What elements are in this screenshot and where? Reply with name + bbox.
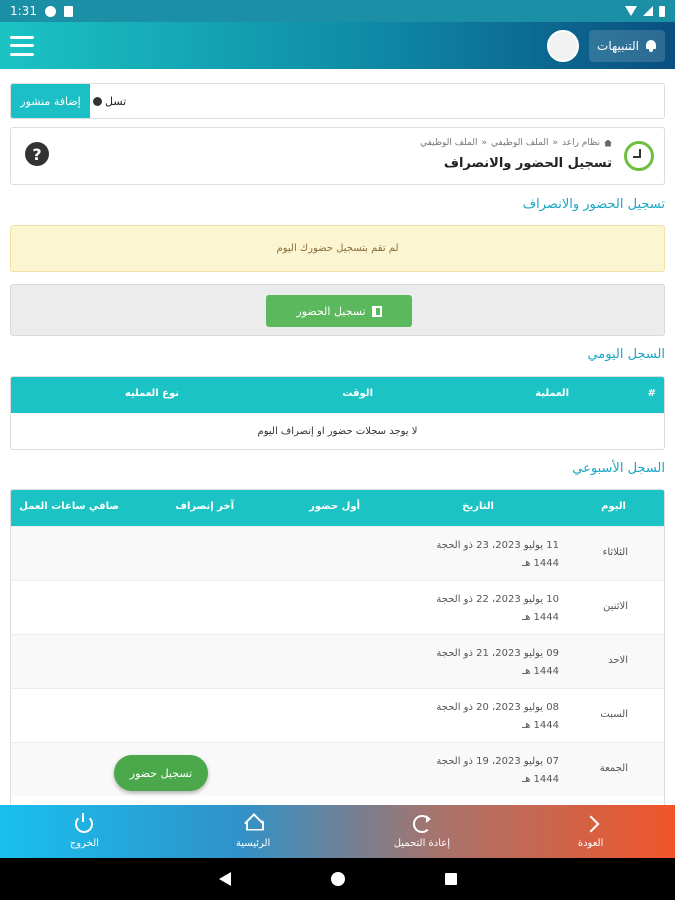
signal-icon <box>643 6 653 16</box>
row-day: الاحد <box>608 655 628 666</box>
menu-icon[interactable] <box>10 36 34 56</box>
nav-label: الرئيسية <box>235 837 271 849</box>
battery-icon <box>659 6 665 17</box>
column-header: آخر إنصراف <box>175 501 234 512</box>
row-date: 09 يوليو 2023، 21 ذو الحجة 1444 هـ <box>436 648 559 677</box>
home-icon <box>244 815 262 833</box>
power-icon <box>75 815 93 833</box>
back-icon[interactable] <box>219 872 231 886</box>
status-time: 1:31 <box>10 4 37 18</box>
home-circle-icon[interactable] <box>331 872 345 886</box>
reload-icon <box>413 815 431 833</box>
main-content <box>0 69 675 805</box>
row-day: الثلاثاء <box>602 547 628 558</box>
column-header: أول حضور <box>309 501 360 512</box>
column-header: اليوم <box>601 501 626 512</box>
row-date: 07 يوليو 2023، 19 ذو الحجة 1444 هـ <box>436 756 559 785</box>
globe-icon <box>93 97 102 106</box>
daily-log-table <box>10 376 665 450</box>
notifications-button[interactable] <box>589 30 665 62</box>
table-row <box>11 580 664 634</box>
nav-reload[interactable] <box>338 805 507 858</box>
table-row <box>11 526 664 580</box>
checkin-button-label: تسجيل الحضور <box>296 304 366 318</box>
row-date: 11 يوليو 2023، 23 ذو الحجة 1444 هـ <box>436 540 559 569</box>
door-icon <box>372 306 382 317</box>
column-header: # <box>647 388 656 399</box>
app-notification-icon <box>45 6 56 17</box>
table-row <box>11 688 664 742</box>
page-header-card <box>10 127 665 185</box>
section-title: تسجيل الحضور والانصراف <box>522 197 665 212</box>
recent-apps-icon[interactable] <box>445 873 457 885</box>
checkin-panel <box>10 284 665 336</box>
post-input[interactable] <box>93 84 126 118</box>
row-day: الجمعة <box>599 763 628 774</box>
clock-icon <box>624 141 654 171</box>
chevron-right-icon <box>582 815 600 833</box>
app-header <box>0 22 675 69</box>
add-post-button[interactable]: إضافة منشور <box>11 84 90 118</box>
sim-card-icon <box>64 6 73 17</box>
weekly-log-title: السجل الأسبوعي <box>572 461 665 476</box>
nav-home[interactable] <box>169 805 338 858</box>
wifi-icon <box>625 6 637 16</box>
system-nav-bar <box>0 858 675 900</box>
notifications-label: التنبيهات <box>597 38 639 53</box>
row-date: 10 يوليو 2023، 22 ذو الحجة 1444 هـ <box>436 594 559 623</box>
attendance-alert: لم تقم بتسجيل حضورك اليوم <box>10 225 665 272</box>
checkin-button[interactable] <box>266 295 412 327</box>
breadcrumb-item: الملف الوظيفي <box>420 138 478 148</box>
nav-back[interactable] <box>506 805 675 858</box>
breadcrumb-item[interactable]: نظام راعد <box>561 138 600 148</box>
row-date: 08 يوليو 2023، 20 ذو الحجة 1444 هـ <box>436 702 559 731</box>
post-bar <box>10 83 665 119</box>
breadcrumb: نظام راعد « الملف الوظيفي « الملف الوظيفي <box>420 138 612 148</box>
floating-checkin-button[interactable]: تسجيل حضور <box>114 755 208 791</box>
nav-logout[interactable] <box>0 805 169 858</box>
table-row <box>11 634 664 688</box>
column-header: العملية <box>535 388 569 399</box>
nav-label: إعادة التحميل <box>393 837 451 849</box>
page-title: تسجيل الحضور والانصراف <box>443 156 612 171</box>
weekly-rows <box>11 526 664 796</box>
row-day: الاثنين <box>603 601 628 612</box>
help-icon[interactable]: ? <box>25 142 49 166</box>
column-header: صافي ساعات العمل <box>19 501 119 512</box>
avatar[interactable] <box>547 30 579 62</box>
table-header <box>11 490 664 526</box>
bell-icon <box>645 40 657 52</box>
table-header <box>11 377 664 413</box>
weekly-log-table <box>10 489 665 805</box>
nav-label: الخروج <box>69 837 99 849</box>
post-input-text: تسل <box>105 94 127 108</box>
daily-log-title: السجل اليومي <box>587 347 665 362</box>
column-header: التاريخ <box>462 501 494 512</box>
bottom-nav <box>0 805 675 858</box>
table-row <box>11 742 664 796</box>
row-day: السبت <box>600 709 628 720</box>
column-header: نوع العمليه <box>124 388 179 399</box>
breadcrumb-item[interactable]: الملف الوظيفي <box>491 138 549 148</box>
status-bar <box>0 0 675 22</box>
nav-label: العودة <box>577 837 604 849</box>
column-header: الوقت <box>342 388 373 399</box>
empty-message: لا يوجد سجلات حضور او إنصراف اليوم <box>257 425 418 437</box>
home-icon[interactable] <box>604 140 612 147</box>
